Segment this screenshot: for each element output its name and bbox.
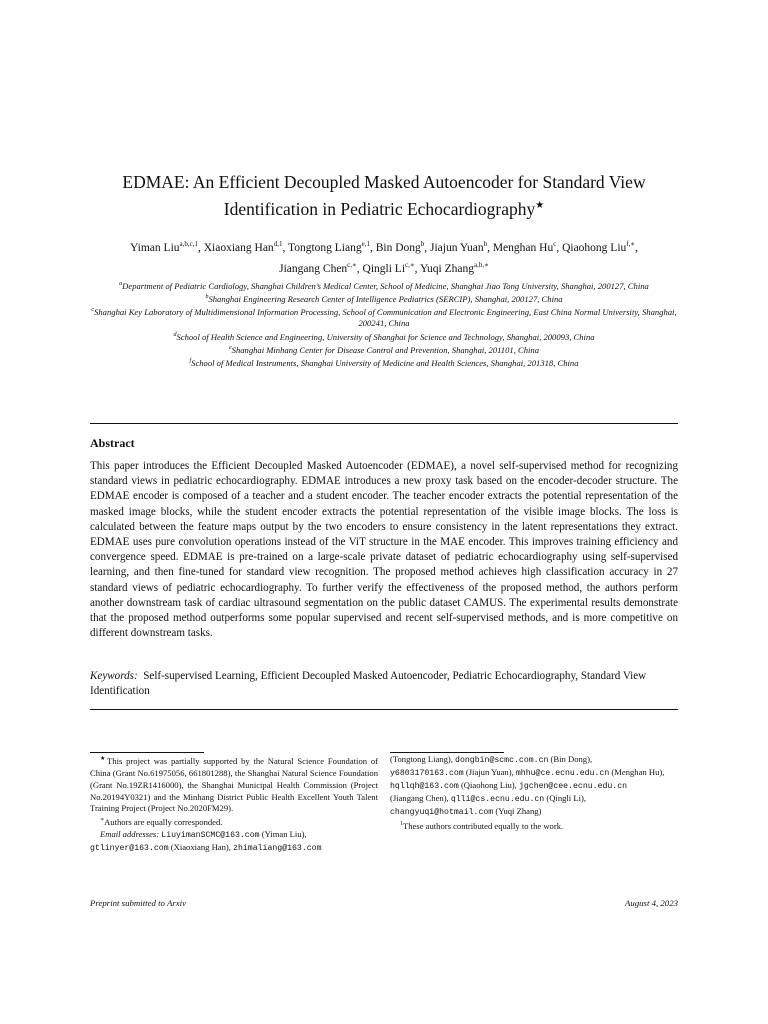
email-link[interactable]: gtlinyer@163.com <box>90 844 169 854</box>
title-footnote-mark: ★ <box>535 200 545 211</box>
author-sep: , <box>424 241 431 254</box>
author-name: Qiaohong Liu <box>562 241 627 254</box>
author-sep: , <box>487 241 493 254</box>
email-continued <box>390 754 678 819</box>
author <box>279 260 363 275</box>
affiliation-sup: a <box>119 281 123 287</box>
affiliation <box>90 292 678 305</box>
author-list <box>90 236 678 278</box>
author-sup: a,b,∗ <box>473 260 489 269</box>
email-link[interactable]: y6803170163.com <box>390 768 464 778</box>
author <box>376 242 430 254</box>
footnotes-right <box>390 754 678 832</box>
author <box>204 242 288 254</box>
abstract-heading: Abstract <box>90 436 135 450</box>
email-owner: (Qingli Li), <box>544 792 586 803</box>
affiliation-text: School of Medical Instruments, Shanghai University of Medicine and Health Sciences, Shanghai, 201318, China <box>191 357 579 368</box>
email-link[interactable]: LiuyimanSCMC@163.com <box>161 831 260 841</box>
title-line-2 <box>90 194 678 221</box>
affiliation <box>90 356 678 369</box>
funding-footnote <box>90 754 378 815</box>
footnotes-left <box>90 754 378 855</box>
email-owner: (Menghan Hu), <box>609 766 665 777</box>
email-link[interactable]: hqllqh@163.com <box>390 781 459 791</box>
author-name: Jiangang Chen <box>279 262 348 275</box>
author <box>130 242 204 254</box>
author-sup: e,1 <box>361 240 370 248</box>
funding-text: This project was partially supported by the Natural Science Foundation of China (Grant No.61975056, 661801288), the Shanghai Natural Science Foundation (Grant No.19ZR1416000), the Shanghai Municipal Health Commission (Project No.20194Y0321) and the Minhang District Public Health Excellent Youth Talent Training Project (Project No.2020FM29). <box>90 755 379 814</box>
email-owner: (Jiajun Yuan), <box>463 766 516 777</box>
author <box>288 242 376 254</box>
title-line-1: EDMAE: An Efficient Decoupled Masked Autoencoder for Standard View <box>122 172 646 192</box>
author-sup: c,∗ <box>405 260 415 269</box>
author-sep: , <box>282 241 288 254</box>
author <box>430 242 493 254</box>
email-owner: (Tongtong Liang), <box>390 754 456 764</box>
email-owner: (Jiangang Chen), <box>390 792 451 803</box>
author-name: Tongtong Liang <box>287 241 362 254</box>
equal-contribution-mark: 1 <box>400 820 403 827</box>
abstract-bottom-rule <box>90 709 678 710</box>
affiliation-sup: d <box>173 331 177 338</box>
keywords-label: Keywords: <box>90 670 138 682</box>
corresponding-mark: ∗ <box>100 817 105 824</box>
author-name: Yiman Liu <box>130 241 180 254</box>
author-name: Jiajun Yuan <box>430 241 484 254</box>
author-sup: f,∗ <box>626 240 636 248</box>
affiliation-list <box>90 279 678 369</box>
affiliation-text: Shanghai Minhang Center for Disease Control and Prevention, Shanghai, 201101, China <box>231 344 540 355</box>
author-name: Yuqi Zhang <box>420 262 474 275</box>
funding-mark: ★ <box>100 756 108 762</box>
affiliation <box>90 330 678 343</box>
abstract-top-rule <box>90 423 678 424</box>
author <box>362 260 420 275</box>
email-owner: (Bin Dong), <box>548 754 593 764</box>
author-sup: d,1 <box>273 240 283 248</box>
affiliation-sup: b <box>205 294 209 301</box>
author-sup: b <box>420 240 425 248</box>
affiliation-sup: e <box>228 344 232 351</box>
email-link[interactable]: changyuqi@hotmail.com <box>390 807 494 817</box>
email-owner: (Xiaoxiang Han), <box>168 842 234 853</box>
corresponding-footnote <box>90 815 378 829</box>
author-sup: a,b,c,1 <box>179 240 198 248</box>
author-sup: b <box>483 240 488 248</box>
footnote-rule-left <box>90 752 204 753</box>
abstract-body: This paper introduces the Efficient Decoupled Masked Autoencoder (EDMAE), a novel self-supervised method for recognizing standard views in pediatric echocardiography. EDMAE introduces a new proxy task based on the encoder-decoder structure. The EDMAE encoder is composed of a teacher and a student encoder. The teacher encoder extracts the potential representation of the masked image blocks, while the student encoder extracts the potential representation of the visible image blocks. The loss is calculated between the feature maps output by the two encoders to ensure consistency in the latent representations they extract. EDMAE uses pure convolution operations instead of the ViT structure in the MAE encoder. This improves training efficiency and convergence speed. EDMAE is pre-trained on a large-scale private dataset of pediatric echocardiography using self-supervised learning, and then fine-tuned for standard view recognition. The proposed method achieves high classification accuracy in 27 standard views of pediatric echocardiography. To further verify the effectiveness of the proposed method, the authors perform another downstream task of cardiac ultrasound segmentation on the public dataset CAMUS. The experimental results demonstrate that the proposed method outperforms some popular supervised and recent self-supervised methods, and is more competitive on different downstream tasks. <box>90 460 678 640</box>
keywords-text: Self-supervised Learning, Efficient Decoupled Masked Autoencoder, Pediatric Echocardiography, Standard View Identification <box>90 670 647 698</box>
author-sep: , <box>356 262 363 275</box>
author-sep: , <box>197 241 204 254</box>
affiliation-sup: c <box>91 307 95 314</box>
affiliation-text: Shanghai Key Laboratory of Multidimensional Information Processing, School of Communication and Electronic Engineering, East China Normal University, Shanghai, 200241, China <box>94 307 677 329</box>
author-name: Qingli Li <box>362 262 406 275</box>
email-footnote <box>90 829 378 855</box>
author-sup: c,∗ <box>347 260 357 269</box>
email-label: Email addresses: <box>100 829 160 840</box>
affiliation-text: Department of Pediatric Cardiology, Shanghai Children’s Medical Center, School of Medicine, Shanghai Jiao Tong University, Shanghai, 200127, China <box>122 280 649 291</box>
equal-contribution-footnote <box>390 819 678 833</box>
email-link[interactable]: zhimaliang@163.com <box>233 844 322 854</box>
affiliation <box>90 305 678 329</box>
author-sep: , <box>369 241 376 254</box>
email-link[interactable]: dongbin@scmc.com.cn <box>455 756 549 765</box>
author-sep: , <box>635 241 638 254</box>
email-owner: (Qiaohong Liu), <box>458 779 519 790</box>
footer-preprint: Preprint submitted to Arxiv <box>90 898 187 908</box>
paper-title <box>90 170 678 221</box>
affiliation-text: Shanghai Engineering Research Center of Intelligence Pediatrics (SERCIP), Shanghai, 200127, China <box>208 294 563 305</box>
author <box>420 260 489 275</box>
email-owner: (Yuqi Zhang) <box>493 805 542 816</box>
affiliation <box>90 343 678 356</box>
author-name: Bin Dong <box>375 241 421 254</box>
affiliation <box>90 279 678 292</box>
author <box>493 242 562 254</box>
email-owner: (Yiman Liu), <box>259 829 307 840</box>
email-link[interactable]: jgchen@cee.ecnu.edu.cn <box>518 781 628 791</box>
affiliation-text: School of Health Science and Engineering, University of Shanghai for Science and Technology, Shanghai, 200093, China <box>176 331 595 342</box>
author <box>562 242 638 254</box>
email-link[interactable]: mhhu@ce.ecnu.edu.cn <box>515 768 610 778</box>
email-link[interactable]: qlli@cs.ecnu.edu.cn <box>450 794 545 804</box>
affiliation-sup: f <box>189 358 192 365</box>
author-name: Xiaoxiang Han <box>203 241 274 254</box>
footnote-rule-right <box>390 752 504 753</box>
author-name: Menghan Hu <box>492 241 554 254</box>
footer-date: August 4, 2023 <box>624 898 678 908</box>
equal-contribution-text: These authors contributed equally to the work. <box>403 820 564 831</box>
author-sep: , <box>414 262 420 275</box>
author-sep: , <box>556 241 563 254</box>
keywords <box>90 669 678 699</box>
title-line-2-text: Identification in Pediatric Echocardiography <box>223 198 536 219</box>
author-sup: c <box>553 240 557 248</box>
corresponding-text: Authors are equally corresponded. <box>104 817 223 828</box>
